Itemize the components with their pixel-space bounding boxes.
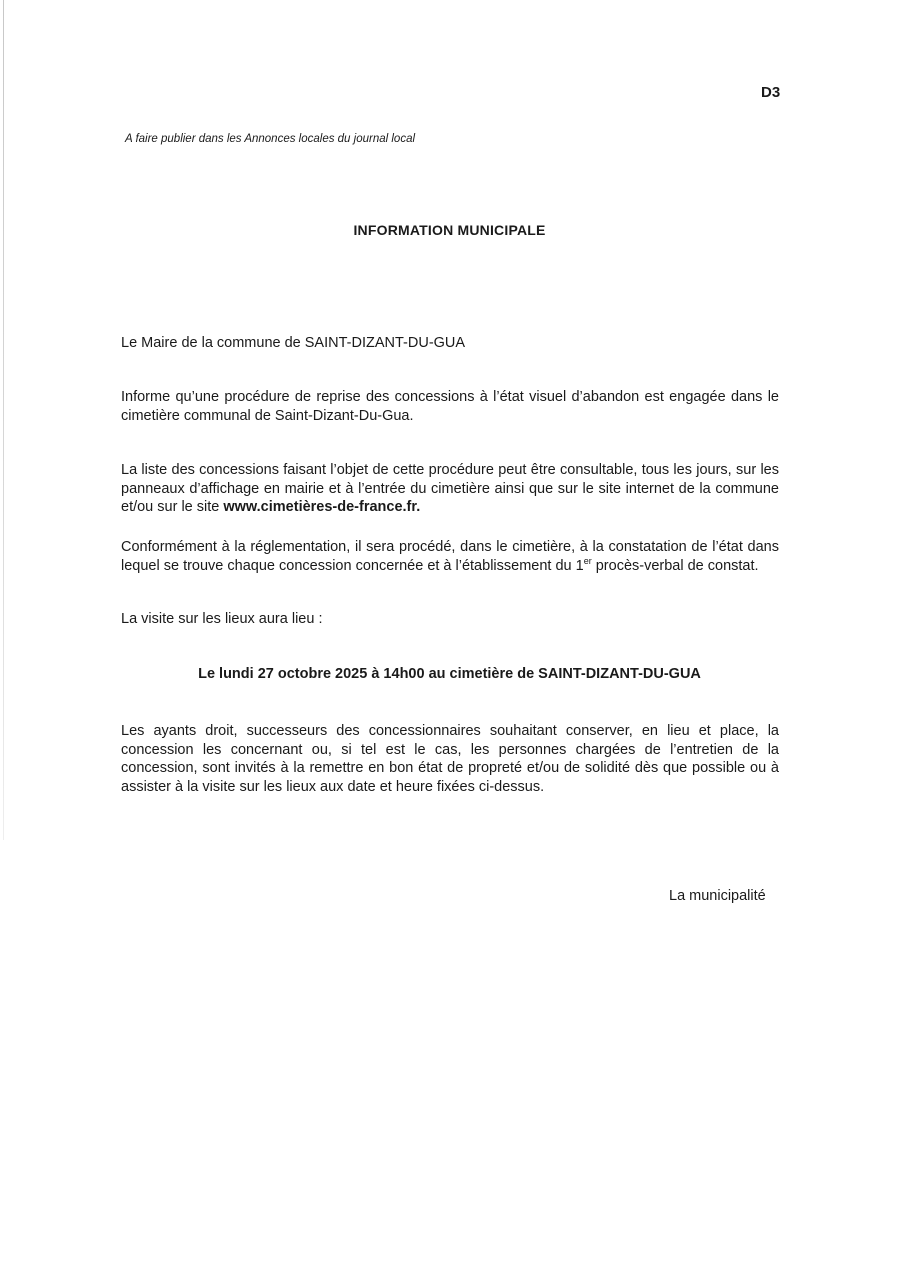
liste-paragraph [121, 461, 779, 517]
informe-paragraph: Informe qu’une procédure de reprise des concessions à l’état visuel d’abandon est engagée dans le cimetière communal de Saint-Dizant-Du-Gua. [121, 389, 779, 424]
scan-edge-line [3, 0, 4, 840]
conformity-paragraph-end: procès-verbal de constat. [591, 557, 759, 574]
conformity-paragraph [121, 538, 779, 575]
conformity-paragraph-text: Conformément à la réglementation, il sera procédé, dans le cimetière, à la constatation de l’état dans lequel se trouve chaque concession concernée et à l’établissement du 1 [121, 539, 779, 574]
liste-paragraph-text: La liste des concessions faisant l’objet de cette procédure peut être consultable, tous les jours, sur les panneaux d’affichage en mairie et à l’entrée du cimetière ainsi que sur le site internet de la commune et/ou sur le site [121, 462, 779, 515]
maire-line: Le Maire de la commune de SAINT-DIZANT-DU-GUA [121, 335, 466, 351]
ordinal-superscript: er [583, 555, 592, 566]
signature: La municipalité [669, 888, 766, 904]
liste-paragraph-end: . [416, 499, 421, 515]
ayants-droit-paragraph: Les ayants droit, successeurs des concessionnaires souhaitant conserver, en lieu et place, la concession les concernant ou, si tel est le cas, les personnes chargées de l’entretien de la concession, sont invités à la remettre en bon état de propreté et/ou de solidité dès que possible ou à assister à la visite sur les lieux aux date et heure fixées ci-dessus. [121, 723, 779, 795]
publication-note: A faire publier dans les Annonces locales du journal local [125, 133, 416, 145]
website-link[interactable]: www.cimetières-de-france.fr [223, 499, 417, 515]
document-code: D3 [761, 84, 781, 101]
page-title: INFORMATION MUNICIPALE [353, 222, 546, 238]
visit-date-line: Le lundi 27 octobre 2025 à 14h00 au cimetière de SAINT-DIZANT-DU-GUA [198, 666, 701, 682]
visit-intro: La visite sur les lieux aura lieu : [121, 611, 323, 627]
